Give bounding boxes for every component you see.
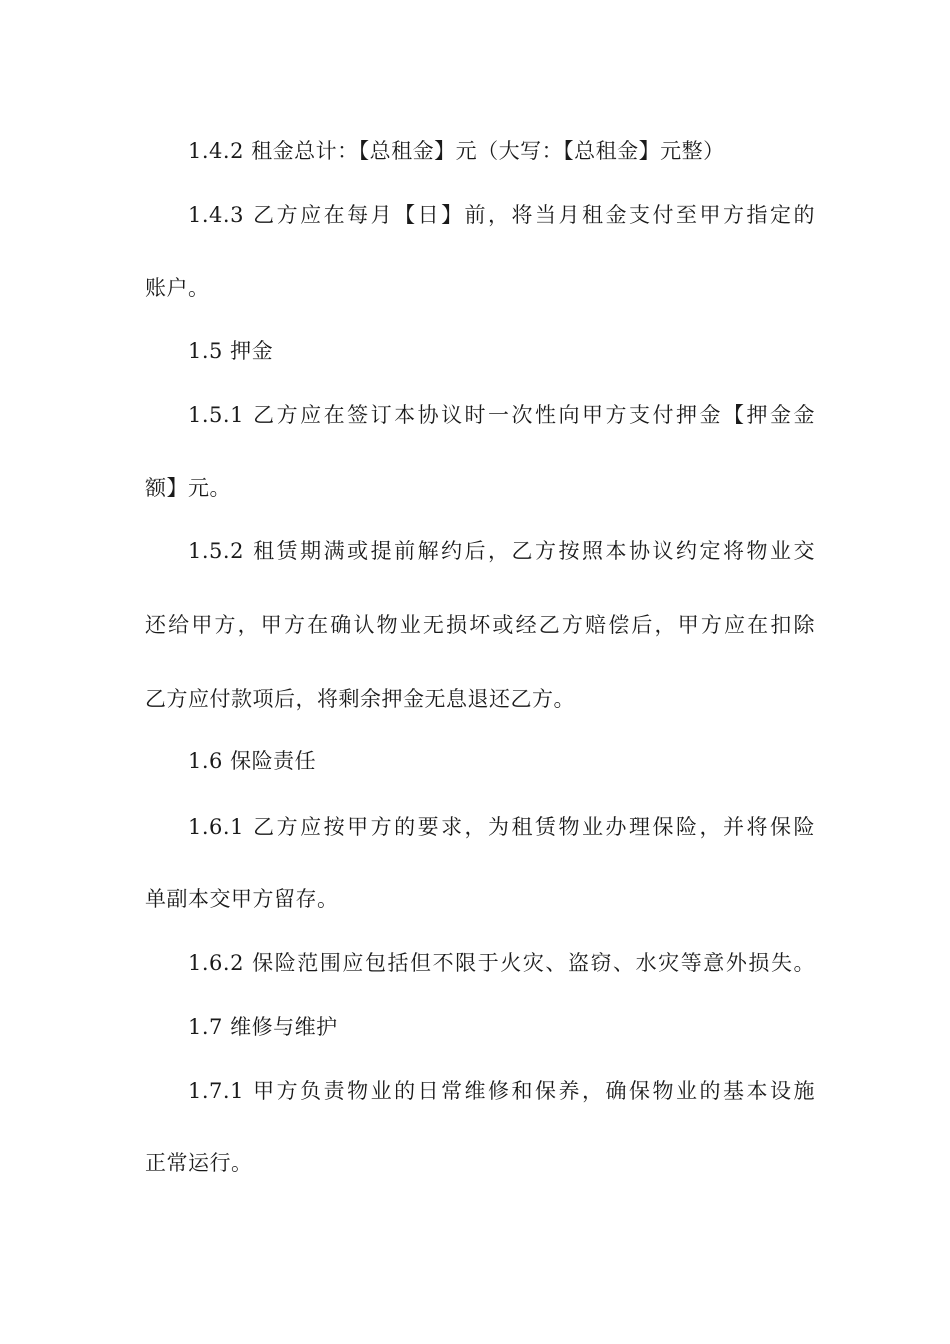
clause-1-6-2: 1.6.2 保险范围应包括但不限于火灾、盗窃、水灾等意外损失。	[188, 951, 815, 975]
clause-1-5-2-line-2: 还给甲方，甲方在确认物业无损坏或经乙方赔偿后，甲方应在扣除	[145, 613, 815, 637]
section-1-5-heading: 1.5 押金	[188, 339, 274, 363]
clause-1-4-2: 1.4.2 租金总计：【总租金】元（大写：【总租金】元整）	[188, 139, 725, 163]
clause-1-4-3-line-1: 1.4.3 乙方应在每月【日】前，将当月租金支付至甲方指定的	[188, 203, 815, 227]
clause-1-6-1-line-2: 单副本交甲方留存。	[145, 887, 339, 911]
clause-1-7-1-line-1: 1.7.1 甲方负责物业的日常维修和保养，确保物业的基本设施	[188, 1079, 815, 1103]
clause-1-6-1-line-1: 1.6.1 乙方应按甲方的要求，为租赁物业办理保险，并将保险	[188, 815, 815, 839]
clause-1-4-3-line-2: 账户。	[145, 276, 210, 300]
clause-1-5-1-line-2: 额】元。	[145, 476, 231, 500]
clause-1-5-2-line-1: 1.5.2 租赁期满或提前解约后，乙方按照本协议约定将物业交	[188, 539, 815, 563]
section-1-6-heading: 1.6 保险责任	[188, 749, 317, 773]
clause-1-5-2-line-3: 乙方应付款项后，将剩余押金无息退还乙方。	[145, 687, 575, 711]
clause-1-7-1-line-2: 正常运行。	[145, 1151, 253, 1175]
clause-1-5-1-line-1: 1.5.1 乙方应在签订本协议时一次性向甲方支付押金【押金金	[188, 403, 815, 427]
section-1-7-heading: 1.7 维修与维护	[188, 1015, 338, 1039]
